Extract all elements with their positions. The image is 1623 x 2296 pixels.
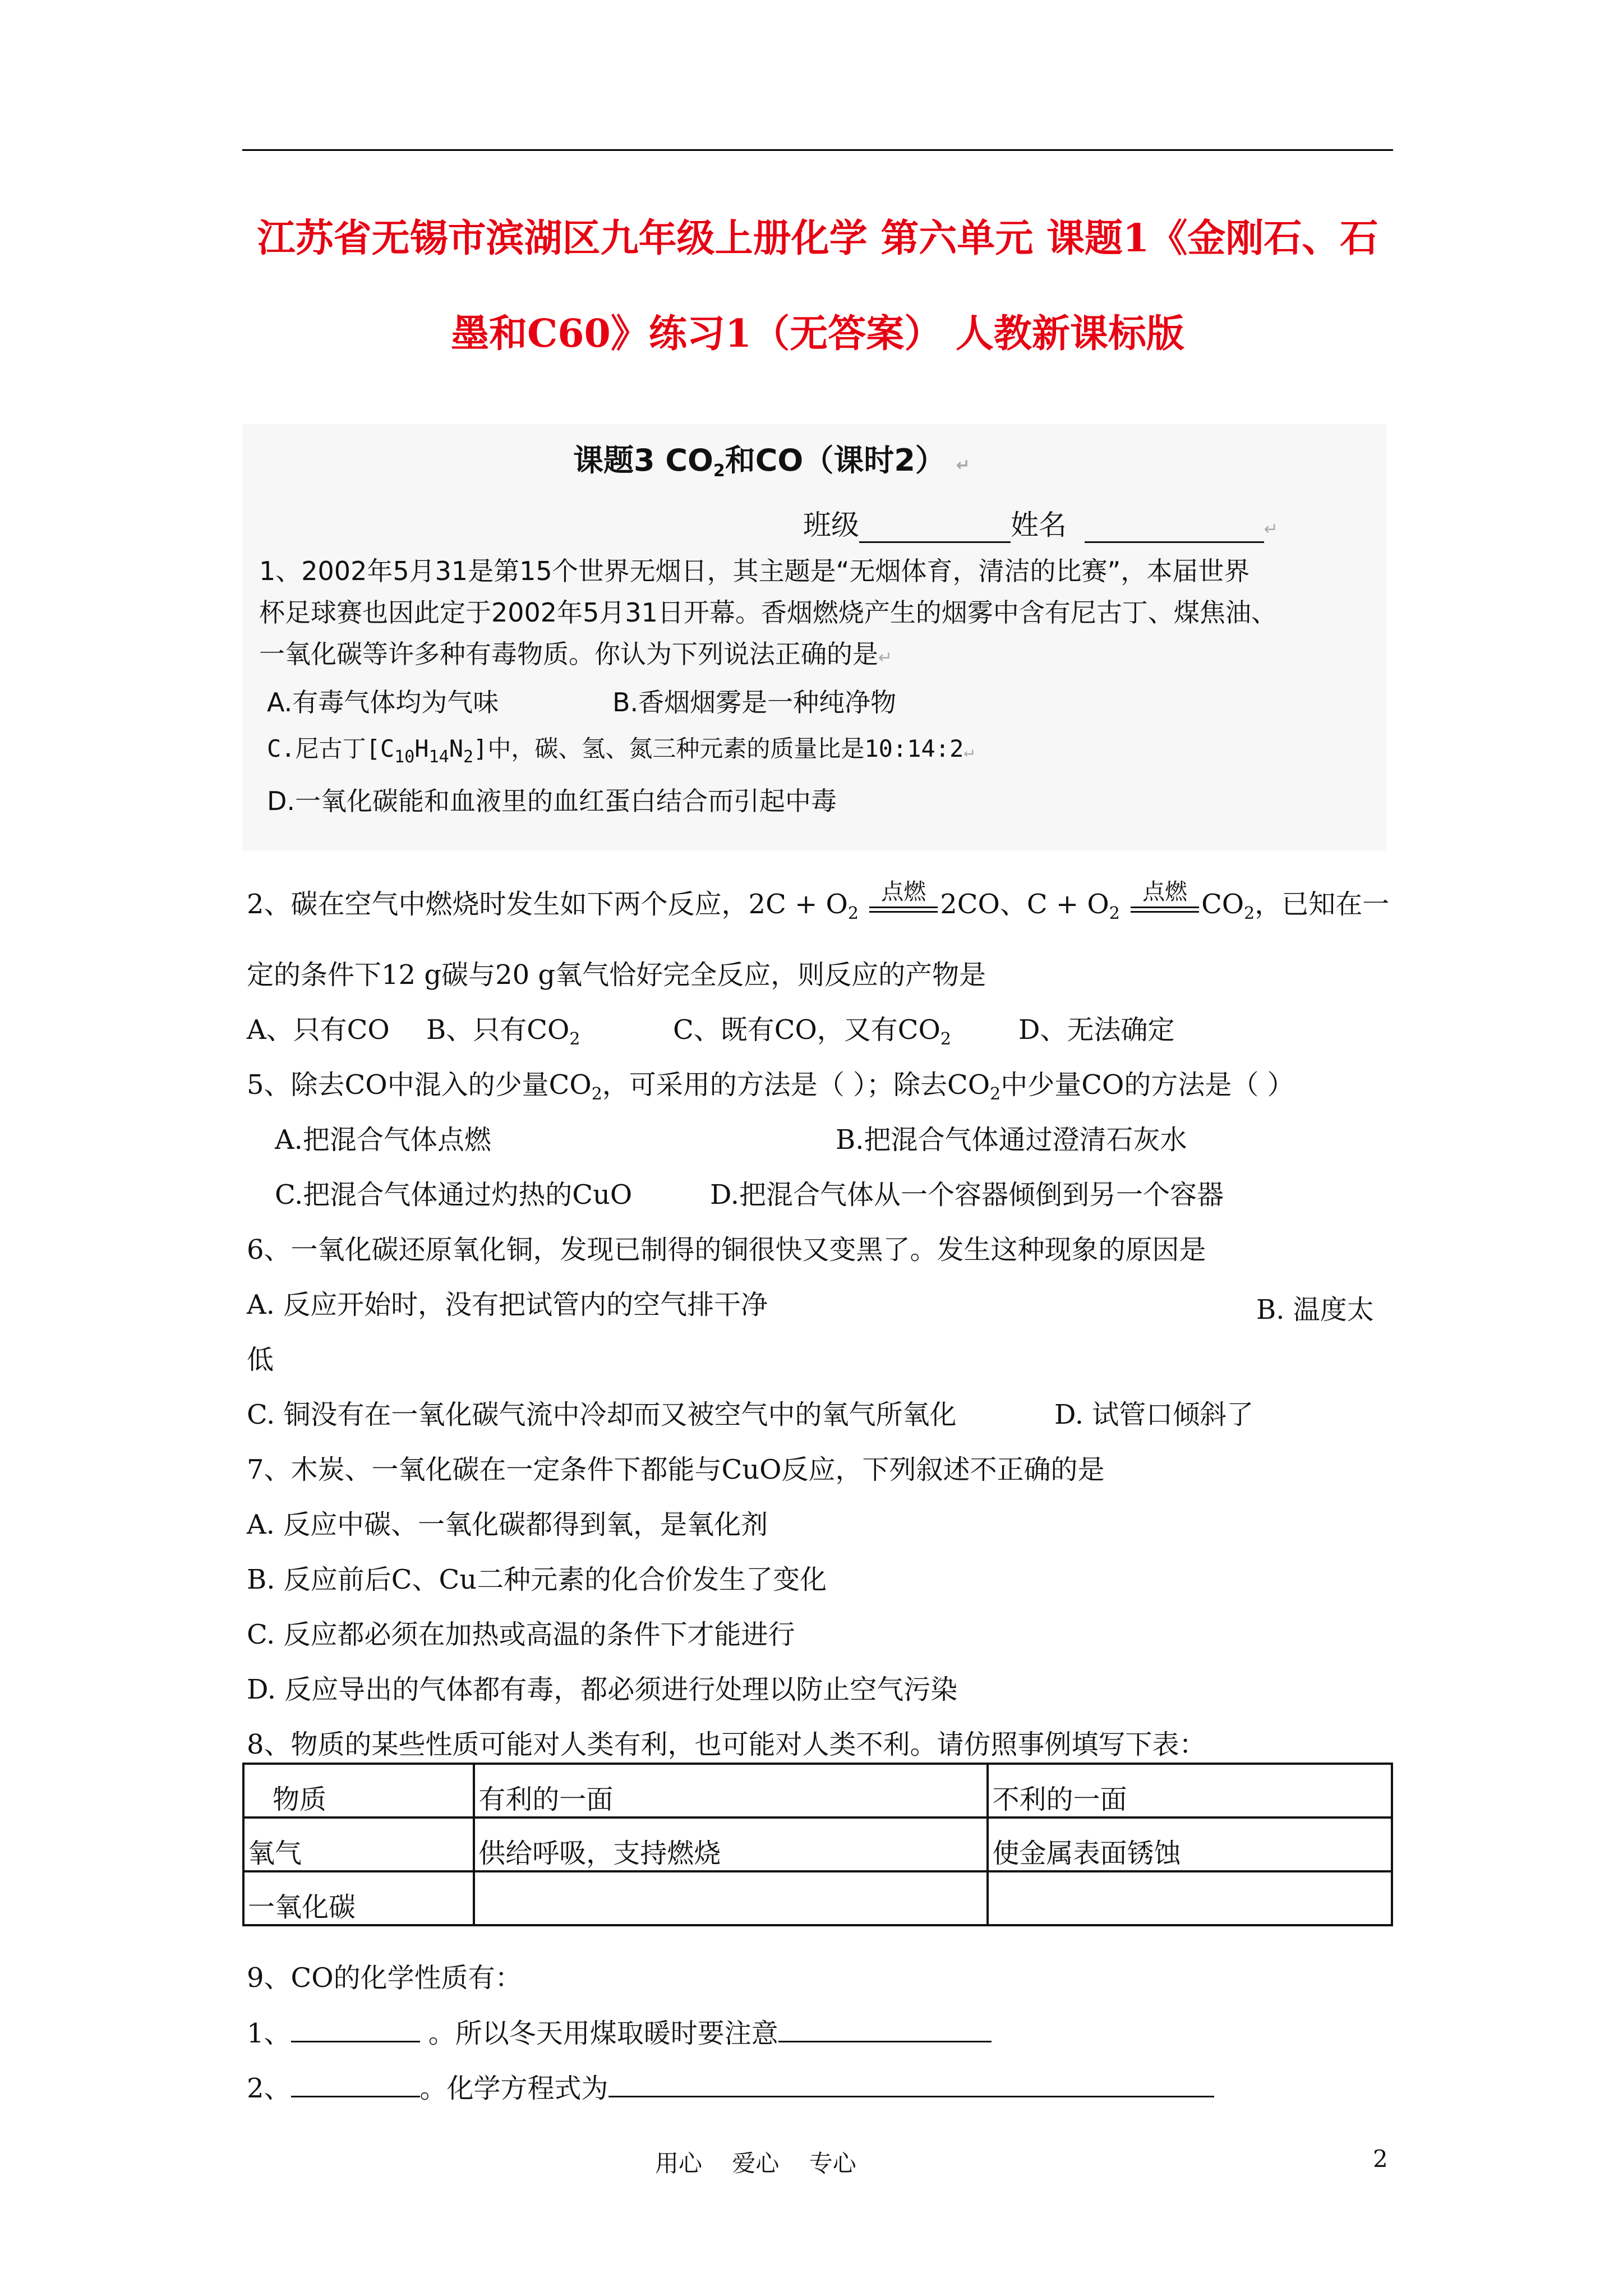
class-blank (859, 517, 1011, 543)
q7-option-c: C. 反应都必须在加热或高温的条件下才能进行 (247, 1619, 795, 1650)
q1-line-1: 1、2002年5月31是第15个世界无烟日，其主题是“无烟体育，清洁的比赛”，本届世界 (259, 556, 1250, 586)
table-cell[interactable] (988, 1871, 1392, 1925)
table-header-cell: 不利的一面 (988, 1764, 1392, 1818)
q7-stem: 7、木炭、一氧化碳在一定条件下都能与CuO反应，下列叙述不正确的是 (247, 1454, 1105, 1485)
q5-option-b: B.把混合气体通过澄清石灰水 (836, 1124, 1187, 1156)
table-row (243, 1871, 1392, 1925)
answer-blank[interactable] (291, 2071, 420, 2097)
q6-stem: 6、一氧化碳还原氧化铜，发现已制得的铜很快又变黑了。发生这种现象的原因是 (247, 1234, 1206, 1266)
footer-motto: 用心 爱心 专心 (655, 2150, 856, 2177)
q1-option-b: B.香烟烟雾是一种纯净物 (612, 687, 897, 717)
answer-blank[interactable] (291, 2016, 420, 2042)
q7-option-b: B. 反应前后C、Cu二种元素的化合价发生了变化 (247, 1564, 827, 1595)
table-cell: 供给呼吸，支持燃烧 (474, 1818, 988, 1871)
title-line-1: 江苏省无锡市滨湖区九年级上册化学 第六单元 课题1《金刚石、石 (257, 216, 1378, 261)
answer-blank[interactable] (608, 2071, 1214, 2097)
q6-option-a: A. 反应开始时，没有把试管内的空气排干净 (247, 1289, 768, 1320)
q6-option-d: D. 试管口倾斜了 (1054, 1399, 1254, 1430)
q2-option-c: C、既有CO，又有$CO_2$ (673, 1014, 951, 1049)
answer-blank[interactable] (778, 2016, 992, 2042)
page-number: 2 (1373, 2145, 1388, 2173)
q1-line-2: 杯足球赛也因此定于2002年5月31日开幕。香烟燃烧产生的烟雾中含有尼古丁、煤焦油、 (259, 597, 1277, 628)
title-line-2: 墨和C60》练习1（无答案） 人教新课标版 (451, 311, 1184, 356)
q2-stem-line-1: 2、碳在空气中燃烧时发生如下两个反应，$2C + O_2$ 点燃 2CO、$C + O_2$ 点燃 $CO_2$，已知在一 (247, 878, 1390, 923)
q2-option-b: B、只有$CO_2$ (426, 1014, 580, 1049)
reaction-condition: 点燃 (1128, 890, 1201, 923)
q2-option-d: D、无法确定 (1018, 1014, 1175, 1046)
q1-option-a: A.有毒气体均为气味 (267, 687, 499, 717)
q1-option-c: C.尼古丁$[C_{10}H_{14}N_2]$中，碳、氢、氮三种元素的质量比是10:14:2↵ (267, 735, 974, 767)
table-cell: 氧气 (243, 1818, 474, 1871)
table-cell: 一氧化碳 (243, 1871, 474, 1925)
q5-option-d: D.把混合气体从一个容器倾倒到另一个容器 (710, 1179, 1224, 1211)
table-cell[interactable] (474, 1871, 988, 1925)
q1-option-d: D.一氧化碳能和血液里的血红蛋白结合而引起中毒 (267, 786, 837, 816)
q7-option-d: D. 反应导出的气体都有毒，都必须进行处理以防止空气污染 (247, 1674, 958, 1705)
table-cell: 使金属表面锈蚀 (988, 1818, 1392, 1871)
class-name-line: 班级 姓名 ↵ (803, 503, 1278, 543)
q2-option-a: A、只有CO (247, 1014, 390, 1046)
table-header-row (243, 1764, 1392, 1818)
q9-stem: 9、CO的化学性质有： (247, 1962, 522, 1994)
reaction-condition: 点燃 (867, 890, 940, 923)
table-row (243, 1818, 1392, 1871)
q5-option-c: C.把混合气体通过灼热的CuO (275, 1179, 633, 1211)
q5-stem: 5、除去CO中混入的少量$CO_2$，可采用的方法是（ ）；除去$CO_2$中少量CO的方法是（ ） (247, 1069, 1294, 1104)
table-header-cell: 有利的一面 (474, 1764, 988, 1818)
table-header-cell: 物质 (243, 1764, 474, 1818)
q8-stem: 8、物质的某些性质可能对人类有利，也可能对人类不利。请仿照事例填写下表： (247, 1729, 1206, 1760)
q5-option-a: A.把混合气体点燃 (275, 1124, 491, 1156)
scan-heading: 课题3 $CO_2$和CO（课时2） ↵ (573, 443, 970, 481)
name-blank (1085, 517, 1264, 543)
header-rule (242, 149, 1393, 151)
document-title (236, 191, 1400, 381)
q2-stem-line-2: 定的条件下12 g碳与20 g氧气恰好完全反应，则反应的产物是 (247, 959, 986, 991)
q6-option-b: B. 温度太 (1256, 1294, 1374, 1326)
q6-option-c: C. 铜没有在一氧化碳气流中冷却而又被空气中的氧气所氧化 (247, 1399, 957, 1430)
scanned-exercise-image (242, 424, 1386, 850)
q6-option-b-continued: 低 (247, 1344, 274, 1375)
q9-line-1: 1、 。所以冬天用煤取暖时要注意 (247, 2016, 992, 2050)
properties-table (242, 1763, 1393, 1926)
q7-option-a: A. 反应中碳、一氧化碳都得到氧，是氧化剂 (247, 1509, 768, 1540)
q1-line-3: 一氧化碳等许多种有毒物质。你认为下列说法正确的是↵ (259, 639, 893, 669)
q9-line-2: 2、 。化学方程式为 (247, 2071, 1214, 2105)
